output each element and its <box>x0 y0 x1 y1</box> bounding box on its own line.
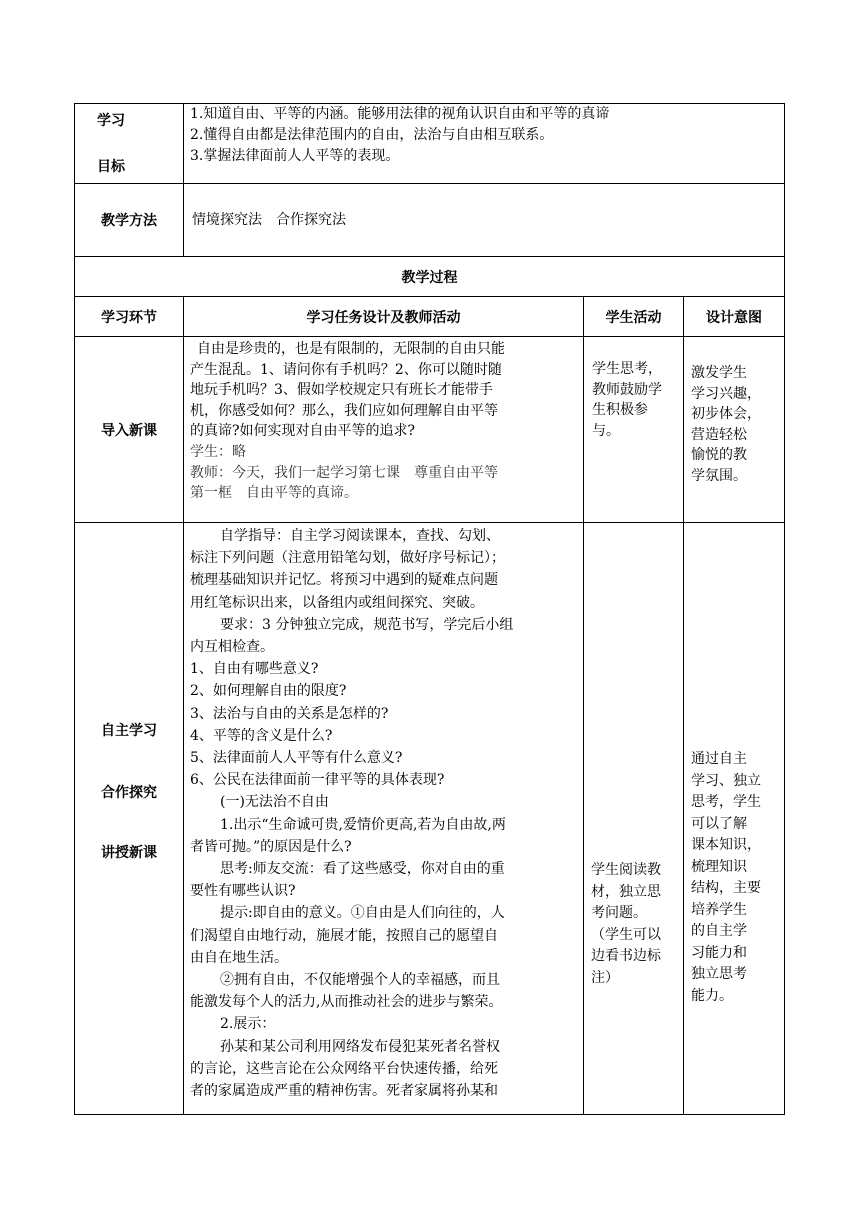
intro-student-line: 教师鼓励学 <box>592 381 662 398</box>
self-study-student-line: 注） <box>591 969 619 986</box>
self-study-stage-line: 讲授新课 <box>101 845 157 861</box>
intro-line: 自由是珍贵的，也是有限制的，无限制的自由只能 <box>197 341 505 357</box>
header-student: 学生活动 <box>584 297 684 337</box>
self-study-intent-line: 思考，学生 <box>691 794 761 810</box>
header-intent: 设计意图 <box>684 297 785 337</box>
intro-intent-line: 学习兴趣， <box>691 385 761 402</box>
intro-teacher-cell <box>184 337 584 523</box>
self-study-teacher-line: 们渴望自由地行动，施展才能，按照自己的愿望自 <box>190 927 498 944</box>
self-study-teacher-line: 孙某和某公司利用网络发布侵犯某死者名誉权 <box>220 1038 500 1055</box>
self-study-intent-line: 梳理知识 <box>691 858 747 875</box>
self-study-teacher-line: 者皆可抛。”的原因是什么? <box>190 838 352 855</box>
self-study-teacher-line: 标注下列问题（注意用铅笔勾划，做好序号标记）； <box>190 550 505 567</box>
self-study-teacher-line: 1.出示“生命诚可贵,爱情价更高,若为自由故,两 <box>220 816 506 833</box>
self-study-intent-line: 课本知识， <box>691 837 761 853</box>
methods-value: 情境探究法 合作探究法 <box>184 184 785 257</box>
self-study-teacher-line: 用红笔标识出来，以备组内或组间探究、突破。 <box>190 594 484 611</box>
process-title-row <box>75 257 785 297</box>
lesson-plan-table <box>74 103 785 1115</box>
methods-label: 教学方法 <box>75 184 184 257</box>
self-study-intent-line: 独立思考 <box>691 966 747 982</box>
objectives-label-top: 学习 <box>97 113 125 129</box>
self-study-teacher-line: 梳理基础知识并记忆。将预习中遇到的疑难点问题 <box>190 572 498 589</box>
intro-intent-line: 学氛围。 <box>691 467 747 484</box>
self-study-teacher-line: 3、法治与自由的关系是怎样的? <box>190 705 389 722</box>
self-study-intent-line: 的自主学 <box>691 923 747 939</box>
self-study-teacher-line: 2.展示： <box>220 1016 276 1033</box>
intro-line: 产生混乱。1、请问你有手机吗？2、你可以随时随 <box>190 361 502 378</box>
self-study-stage-cell <box>75 523 184 1115</box>
self-study-student-line: 考问题。 <box>591 905 647 921</box>
self-study-student-line: （学生可以 <box>591 926 661 943</box>
intro-line: 教师：今天，我们一起学习第七课 尊重自由平等 <box>190 464 498 481</box>
intro-line: 的真谛?如何实现对自由平等的追求? <box>190 423 416 440</box>
self-study-teacher-line: 者的家属造成严重的精神伤害。死者家属将孙某和 <box>190 1083 498 1100</box>
self-study-intent-cell <box>684 523 785 1115</box>
self-study-teacher-line: (一)无法治不自由 <box>220 794 329 811</box>
self-study-row <box>75 523 785 1115</box>
objective-item: 2.懂得自由都是法律范围内的自由，法治与自由相互联系。 <box>190 127 554 143</box>
objectives-label-bottom: 目标 <box>97 159 125 175</box>
self-study-intent-line: 培养学生 <box>691 901 747 918</box>
self-study-stage-line: 自主学习 <box>101 723 157 739</box>
intro-intent-line: 激发学生 <box>691 365 747 381</box>
intro-line: 第一框 自由平等的真谛。 <box>190 485 358 502</box>
intro-student-line: 生积极参 <box>592 402 648 419</box>
self-study-student-cell <box>584 523 684 1115</box>
self-study-teacher-line: 要性有哪些认识? <box>190 883 296 900</box>
self-study-intent-line: 结构，主要 <box>691 880 761 896</box>
self-study-teacher-line: 提示:即自由的意义。①自由是人们向往的，人 <box>220 905 505 922</box>
self-study-intent-line: 可以了解 <box>691 815 747 832</box>
self-study-student-line: 学生阅读教 <box>591 862 661 878</box>
objective-item: 3.掌握法律面前人人平等的表现。 <box>190 148 400 164</box>
self-study-student-line: 材，独立思 <box>591 883 661 900</box>
self-study-teacher-line: 6、公民在法律面前一律平等的具体表现? <box>190 772 445 789</box>
self-study-teacher-line: 4、平等的含义是什么? <box>190 727 333 744</box>
objectives-label-cell <box>75 104 184 184</box>
self-study-intent-line: 通过自主 <box>691 751 747 767</box>
self-study-teacher-line: 的言论，这些言论在公众网络平台快速传播，给死 <box>190 1060 498 1077</box>
self-study-teacher-cell <box>184 523 584 1115</box>
intro-student-line: 学生思考， <box>592 361 662 377</box>
self-study-teacher-line: 能激发每个人的活力,从而推动社会的进步与繁荣。 <box>190 994 503 1011</box>
self-study-teacher-line: 由自在地生活。 <box>190 949 288 966</box>
self-study-teacher-line: 内互相检查。 <box>190 639 274 656</box>
intro-intent-line: 愉悦的教 <box>691 447 747 464</box>
objectives-content-cell <box>184 104 785 184</box>
process-title: 教学过程 <box>75 257 785 297</box>
intro-row <box>75 337 785 523</box>
self-study-student-line: 边看书边标 <box>591 948 661 964</box>
objectives-row <box>75 104 785 184</box>
self-study-teacher-line: 自学指导：自主学习阅读课本，查找、勾划、 <box>220 528 500 544</box>
header-stage: 学习环节 <box>75 297 184 337</box>
intro-line: 地玩手机吗？3、假如学校规定只有班长才能带手 <box>190 382 493 399</box>
self-study-teacher-line: 5、法律面前人人平等有什么意义? <box>190 750 403 767</box>
self-study-intent-line: 习能力和 <box>691 944 747 961</box>
intro-intent-line: 营造轻松 <box>691 426 747 443</box>
methods-row <box>75 184 785 257</box>
self-study-teacher-line: 2、如何理解自由的限度? <box>190 683 347 700</box>
intro-student-line: 与。 <box>592 422 620 439</box>
self-study-intent-line: 学习、独立 <box>691 772 761 789</box>
header-teacher: 学习任务设计及教师活动 <box>184 297 584 337</box>
column-header-row <box>75 297 785 337</box>
intro-student-cell <box>584 337 684 523</box>
self-study-teacher-line: 要求：3 分钟独立完成，规范书写，学完后小组 <box>220 616 514 633</box>
self-study-teacher-line: 思考:师友交流：看了这些感受，你对自由的重 <box>220 861 505 878</box>
self-study-lines <box>190 525 583 1102</box>
intro-intent-cell <box>684 337 785 523</box>
self-study-teacher-line: 1、自由有哪些意义? <box>190 661 319 678</box>
intro-stage: 导入新课 <box>75 337 184 523</box>
intro-intent-line: 初步体会， <box>691 406 761 423</box>
self-study-teacher-line: ②拥有自由，不仅能增强个人的幸福感，而且 <box>220 972 500 989</box>
objective-item: 1.知道自由、平等的内涵。能够用法律的视角认识自由和平等的真谛 <box>190 106 610 122</box>
self-study-stage-line: 合作探究 <box>101 785 157 801</box>
self-study-intent-line: 能力。 <box>691 987 733 1004</box>
intro-line: 学生：略 <box>190 443 246 460</box>
intro-line: 机，你感受如何？那么，我们应如何理解自由平等 <box>190 402 498 419</box>
